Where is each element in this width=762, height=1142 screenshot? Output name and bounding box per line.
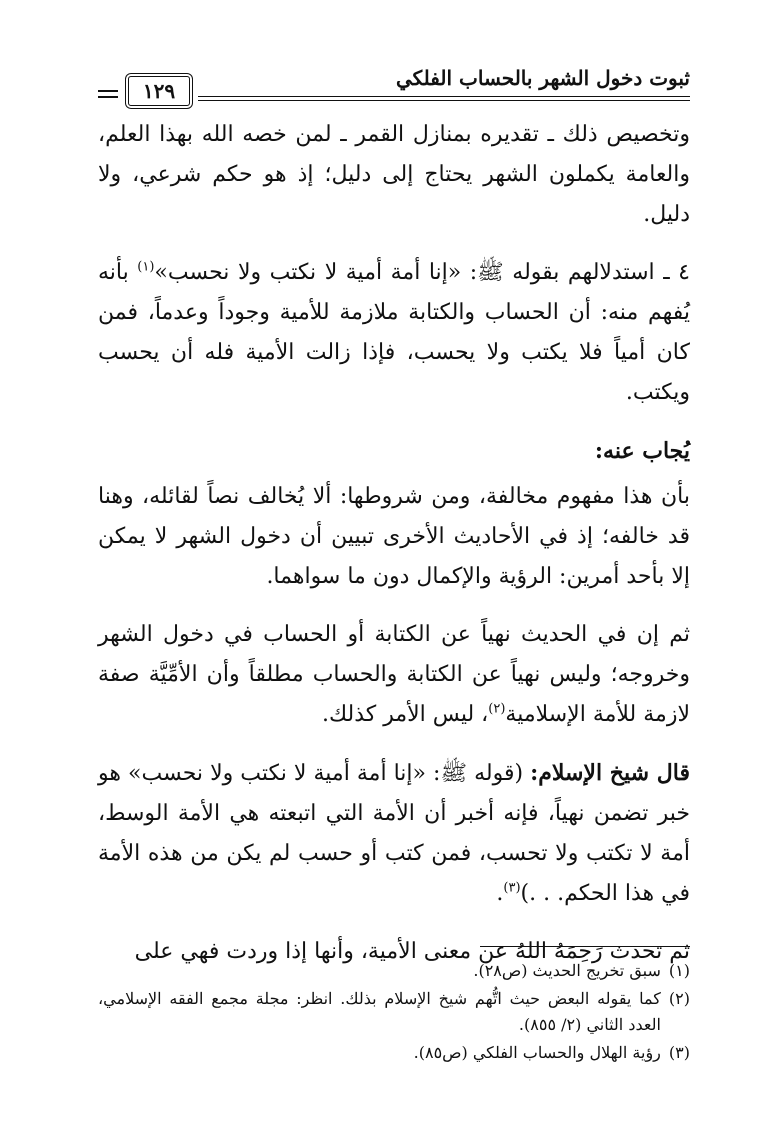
footnotes [98,958,690,1068]
footnote-3 [98,1040,690,1066]
footnote-text: كما يقوله البعض حيث اتُّهم شيخ الإسلام بذلك. انظر: مجلة مجمع الفقه الإسلامي، العدد الثاني (٢/ ٨٥٥). [98,989,661,1034]
paragraph-5-text: (قوله ﷺ: «إنا أمة أمية لا نكتب ولا نحسب» هو خبر تضمن نهياً، فإنه أخبر أن الأمة التي اتبعته هي الأمة الوسط، أمة لا تكتب ولا تحسب، فمن كتب أو حسب لم يكن من هذه الأمة في هذا الحكم. . .) [98,761,690,906]
footnote-text: رؤية الهلال والحساب الفلكي (ص٨٥). [413,1043,661,1062]
page-header [98,62,690,102]
paragraph-4-text: ثم إن في الحديث نهياً عن الكتابة أو الحساب في دخول الشهر وخروجه؛ وليس نهياً عن الكتابة والحساب مطلقاً وأن الأمِّيَّة صفة لازمة للأمة الإسلامية [98,622,690,727]
footnote-number: (٢) [668,989,690,1008]
footnote-text: سبق تخريج الحديث (ص٢٨). [473,961,661,980]
paragraph-3: بأن هذا مفهوم مخالفة، ومن شروطها: ألا يُخالف نصاً لقائله، وهنا قد خالفه؛ إذ في الأحاديث الأخرى تبيين أن دخول الشهر لا يمكن إلا بأحد أمرين: الرؤية والإكمال دون ما سواهما. [98,484,690,589]
header-rule [198,96,690,101]
paragraph-6: ثم تحدث رَحِمَهُ اللهُ عن معنى الأمية، وأنها إذا وردت فهي على [134,939,690,964]
paragraph-5-end: . [496,881,504,906]
paragraph-2-text: ٤ ـ استدلالهم بقوله ﷺ: «إنا أمة أمية لا نكتب ولا نحسب» [154,260,690,285]
running-title: ثبوت دخول الشهر بالحساب الفلكي [395,66,690,90]
quote-lead: قال شيخ الإسلام: [530,760,691,786]
footnote-number: (١) [668,961,690,980]
paragraph-1: وتخصيص ذلك ـ تقديره بمنازل القمر ـ لمن خصه الله بهذا العلم، والعامة يكملون الشهر يحتاج إلى دليل؛ إذ هو حكم شرعي، ولا دليل. [98,122,690,227]
footnote-ref-1: (١) [137,259,155,275]
answer-heading: يُجاب عنه: [594,438,690,464]
header-dash-bottom [98,96,118,98]
footnote-2 [98,986,690,1038]
footnote-separator [480,946,690,947]
paragraph-5 [98,753,690,914]
footnote-ref-2: (٢) [488,701,506,717]
footnote-1 [98,958,690,984]
paragraph-4-cont: ، ليس الأمر كذلك. [321,702,489,727]
header-dash-top [98,90,118,92]
page-number: ١٢٩ [128,76,190,106]
paragraph-2-cont: بأنه يُفهم منه: أن الحساب والكتابة ملازمة للأمية وجوداً وعدماً، فمن كان أمياً فلا يكتب ولا يحسب، فإذا زالت الأمية فله أن يحسب ويكتب. [98,260,690,405]
footnote-number: (٣) [668,1043,690,1062]
footnote-ref-3: (٣) [503,880,521,896]
paragraph-4 [98,615,690,735]
paragraph-2 [98,253,690,413]
body-text [98,115,690,990]
